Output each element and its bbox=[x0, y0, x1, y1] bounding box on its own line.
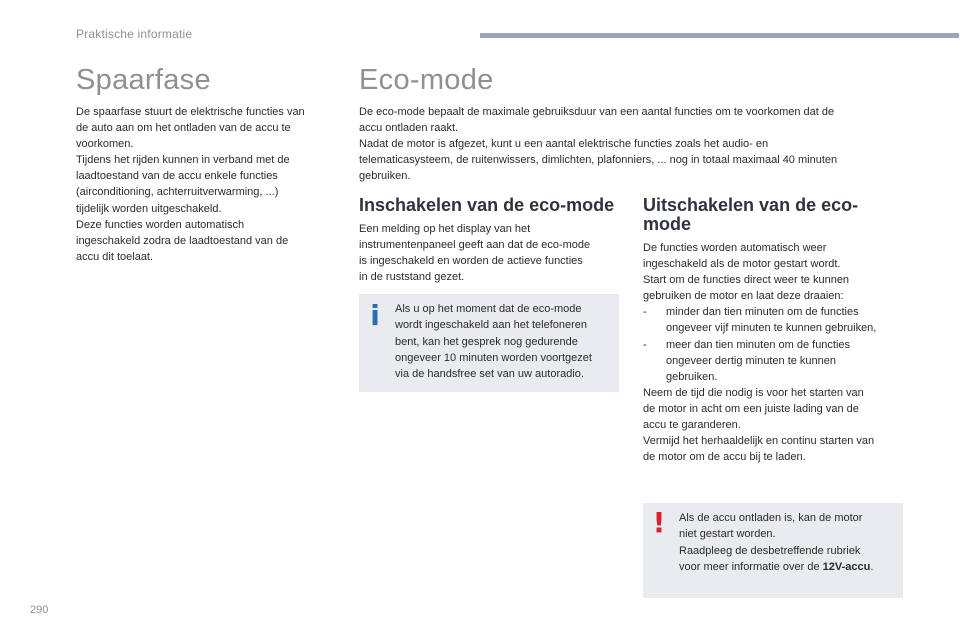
title-spaarfase: Spaarfase bbox=[76, 64, 211, 96]
spaarfase-text bbox=[76, 104, 344, 265]
text-line: gebruiken. bbox=[666, 370, 718, 383]
text-line: accu te garanderen. bbox=[643, 419, 741, 432]
text-line: de motor in acht om een juiste lading van de bbox=[643, 402, 859, 415]
warning-box bbox=[643, 503, 903, 598]
text-line: ingeschakeld zodra de laadtoestand van de bbox=[76, 234, 289, 247]
text-fragment: . bbox=[870, 560, 874, 573]
list-item bbox=[643, 337, 907, 385]
text-line: Als de accu ontladen is, kan de motor bbox=[679, 512, 863, 524]
text-line: Als u op het moment dat de eco-mode bbox=[395, 303, 582, 315]
text-line: Deze functies worden automatisch bbox=[76, 218, 245, 231]
text-line: meer dan tien minuten om de functies bbox=[666, 338, 851, 351]
text-line: via de handsfree set van uw autoradio. bbox=[395, 368, 584, 381]
heading-line: mode bbox=[643, 214, 692, 234]
info-box-text bbox=[395, 301, 611, 382]
inschakelen-text bbox=[359, 221, 623, 285]
text-line: in de ruststand gezet. bbox=[359, 271, 465, 284]
text-line: Tijdens het rijden kunnen in verband met de bbox=[76, 154, 290, 167]
list-item-text bbox=[666, 337, 907, 385]
text-line: De spaarfase stuurt de elektrische functies van bbox=[76, 106, 305, 118]
text-line: ongeveer dertig minuten te kunnen bbox=[666, 354, 837, 367]
text-line: Een melding op het display van het bbox=[359, 223, 531, 235]
section-label: Praktische informatie bbox=[76, 27, 193, 41]
eco-mode-text bbox=[359, 104, 904, 184]
text-line: Start om de functies direct weer te kunnen bbox=[643, 274, 850, 287]
title-eco-mode: Eco-mode bbox=[359, 64, 494, 96]
text-line: de auto aan om het ontladen van de accu te bbox=[76, 122, 291, 135]
text-line: telematicasysteem, de ruitenwissers, dimlichten, plafonniers, ... nog in totaal maximaal 40 minuten bbox=[359, 154, 838, 167]
list-dash: - bbox=[643, 306, 647, 319]
text-line: laadtoestand van de accu enkele functies bbox=[76, 170, 278, 183]
text-line: minder dan tien minuten om de functies bbox=[666, 306, 859, 319]
text-line: accu ontladen raakt. bbox=[359, 122, 459, 135]
text-line: de motor om de accu bij te laden. bbox=[643, 451, 806, 464]
text-line: ongeveer 10 minuten worden voortgezet bbox=[395, 351, 592, 364]
uitschakelen-text bbox=[643, 240, 907, 465]
text-fragment: voor meer informatie over de bbox=[679, 560, 823, 573]
text-line: accu dit toelaat. bbox=[76, 250, 154, 263]
text-line: voorkomen. bbox=[76, 138, 134, 151]
text-line: gebruiken de motor en laat deze draaien: bbox=[643, 290, 844, 303]
header-bar bbox=[480, 33, 959, 38]
info-box bbox=[359, 294, 619, 392]
text-line: bent, kan het gesprek nog gedurende bbox=[395, 335, 578, 348]
text-line: is ingeschakeld en worden de actieve functies bbox=[359, 255, 583, 268]
text-line: wordt ingeschakeld aan het telefoneren bbox=[395, 319, 588, 332]
heading-uitschakelen bbox=[643, 196, 905, 234]
text-line: De functies worden automatisch weer bbox=[643, 242, 827, 254]
list-item bbox=[643, 304, 907, 336]
text-line: Nadat de motor is afgezet, kunt u een aantal elektrische functies zoals het audio- en bbox=[359, 138, 769, 151]
list-dash: - bbox=[643, 338, 647, 351]
text-line: ingeschakeld als de motor gestart wordt. bbox=[643, 258, 841, 271]
page-number: 290 bbox=[30, 604, 49, 616]
heading-line: Uitschakelen van de eco- bbox=[643, 195, 859, 215]
text-line: Raadpleeg de desbetreffende rubriek bbox=[679, 544, 861, 557]
list-item-text bbox=[666, 304, 907, 336]
text-line: niet gestart worden. bbox=[679, 528, 776, 541]
text-line: ongeveer vijf minuten te kunnen gebruiken, bbox=[666, 322, 877, 335]
text-line bbox=[679, 559, 895, 575]
text-line: tijdelijk worden uitgeschakeld. bbox=[76, 202, 222, 215]
text-line: Neem de tijd die nodig is voor het starten van bbox=[643, 386, 864, 399]
text-line: Vermijd het herhaaldelijk en continu starten van bbox=[643, 435, 875, 448]
text-line: De eco-mode bepaalt de maximale gebruiksduur van een aantal functies om te voorkomen dat de bbox=[359, 106, 835, 118]
text-line: (airconditioning, achterruitverwarming, ...) bbox=[76, 186, 279, 199]
info-icon: i bbox=[370, 298, 380, 332]
heading-inschakelen: Inschakelen van de eco-mode bbox=[359, 195, 615, 215]
text-line: instrumentenpaneel geeft aan dat de eco-mode bbox=[359, 239, 591, 252]
text-line: gebruiken. bbox=[359, 170, 411, 183]
warning-icon: ! bbox=[652, 505, 666, 539]
warning-box-text bbox=[679, 510, 895, 575]
reference-12v-accu: 12V-accu bbox=[822, 560, 871, 573]
